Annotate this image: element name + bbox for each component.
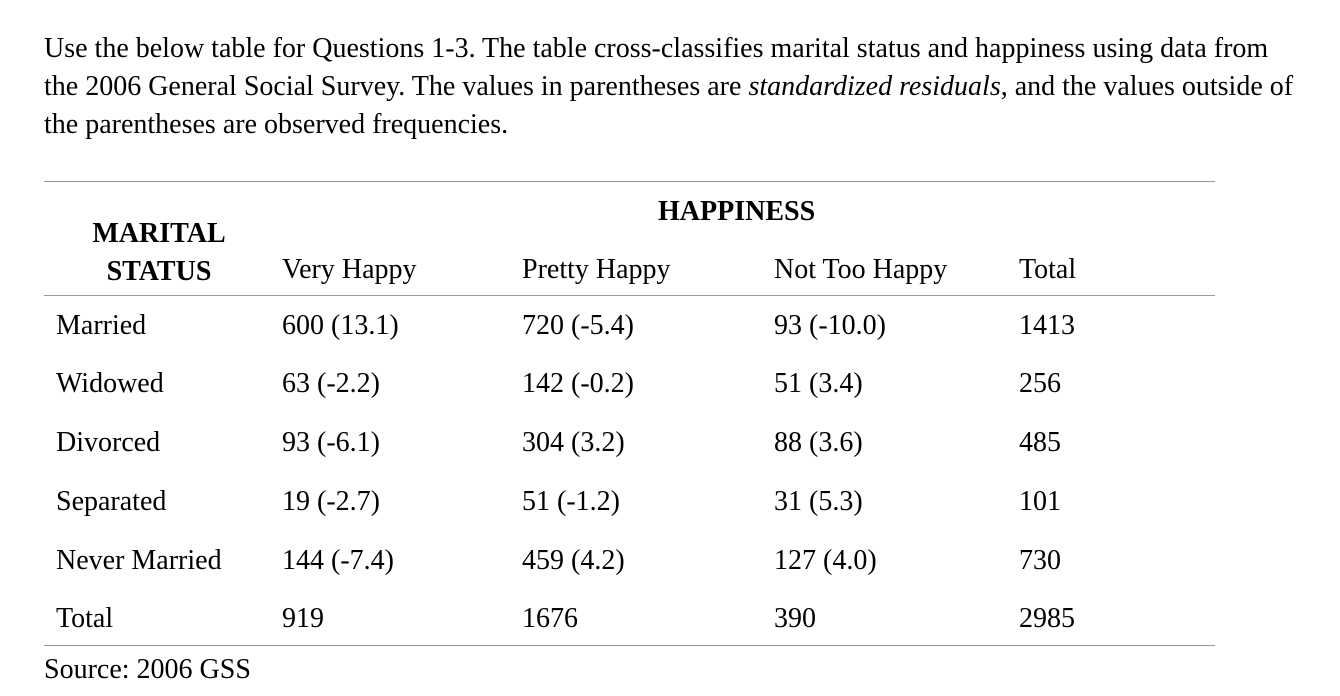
table-cell: 31 (5.3) [774,486,863,517]
row-label: Widowed [56,368,164,399]
column-header-total: Total [1019,254,1077,285]
table-cell: 390 [774,603,816,634]
intro-emphasis: standardized residuals [748,71,1001,102]
marital-status-header-line2: STATUS [106,256,212,287]
table-source-note: Source: 2006 GSS [44,654,251,685]
table-cell: 144 (-7.4) [282,545,394,576]
table-cell: 256 [1019,368,1061,399]
table-cell: 93 (-10.0) [774,310,886,341]
table-cell: 101 [1019,486,1061,517]
table-cell: 720 (-5.4) [522,310,634,341]
table-row-total [0,602,1340,636]
table-cell: 459 (4.2) [522,545,625,576]
table-cell: 1413 [1019,310,1075,341]
table-cell: 919 [282,603,324,634]
table-row [0,426,1340,460]
table-cell: 127 (4.0) [774,545,877,576]
table-top-rule [44,181,1215,182]
table-cell: 730 [1019,545,1061,576]
table-row [0,485,1340,519]
table-cell: 63 (-2.2) [282,368,380,399]
table-cell: 600 (13.1) [282,310,399,341]
table-cell: 485 [1019,427,1061,458]
table-row [0,309,1340,343]
table-cell: 19 (-2.7) [282,486,380,517]
table-bottom-rule [44,645,1215,646]
table-cell: 1676 [522,603,578,634]
table-cell: 304 (3.2) [522,427,625,458]
column-header-pretty-happy: Pretty Happy [522,254,671,285]
intro-paragraph [44,30,1294,144]
row-label: Separated [56,486,167,517]
intro-text-before: Use the below table for Questions 1-3. The table cross-classifies marital status and happiness using data from the 2006 General Social Survey. The values in parentheses are [44,33,1269,102]
column-header-very-happy: Very Happy [282,254,417,285]
table-cell: 88 (3.6) [774,427,863,458]
table-cell: 2985 [1019,603,1075,634]
table-header-rule [44,295,1215,296]
column-header-not-too-happy: Not Too Happy [774,254,948,285]
table-row [0,544,1340,578]
marital-status-header-line1: MARITAL [92,218,226,249]
table-cell: 142 (-0.2) [522,368,634,399]
table-cell: 51 (-1.2) [522,486,620,517]
intro-text-after: , and the values outside of the parentheses are observed frequencies. [44,71,1294,140]
row-label: Total [56,603,114,634]
column-header-row [0,253,1340,287]
row-label: Married [56,310,147,341]
table-cell: 51 (3.4) [774,368,863,399]
table-cell: 93 (-6.1) [282,427,380,458]
row-label: Never Married [56,545,222,576]
happiness-group-header: HAPPINESS [658,196,816,227]
row-label: Divorced [56,427,161,458]
table-row [0,367,1340,401]
